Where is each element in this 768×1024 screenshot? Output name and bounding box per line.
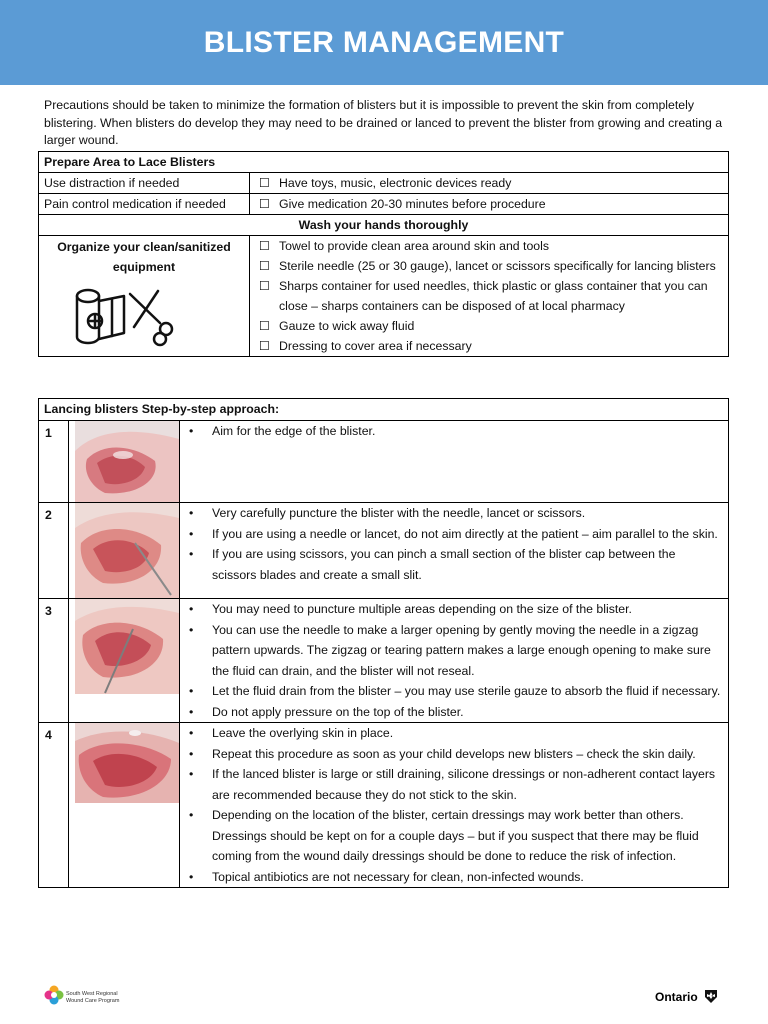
- step-bullet: • If the lanced blister is large or still draining, silicone dressings or non-adherent contact layers are recommended because they do not stick to the skin.: [185, 764, 723, 805]
- step-row: [39, 599, 729, 723]
- trillium-icon: [703, 988, 719, 1004]
- page-title: BLISTER MANAGEMENT: [203, 26, 565, 59]
- wash-hands-heading: Wash your hands thoroughly: [39, 215, 729, 236]
- step-bullet: • Depending on the location of the blister, certain dressings may work better than others. Dressings should be kept on for a couple days – but if you suspect that there may be fluid coming from the wound daily dressings should be done to reduce the risk of infection.: [185, 805, 723, 867]
- checklist-item: ☐ Dressing to cover area if necessary: [255, 336, 723, 356]
- checkbox-icon[interactable]: ☐: [259, 259, 271, 273]
- checklist-item: ☐ Sterile needle (25 or 30 gauge), lancet or scissors specifically for lancing blisters: [255, 256, 723, 276]
- step-number: 1: [39, 420, 69, 503]
- step-bullet: • Leave the overlying skin in place.: [185, 723, 723, 744]
- prepare-row-item: [250, 173, 729, 194]
- step-bullet: • Very carefully puncture the blister with the needle, lancet or scissors.: [185, 503, 723, 524]
- step-row: [39, 420, 729, 503]
- blister-puncture-photo: [75, 503, 179, 598]
- step-instructions: [180, 723, 729, 888]
- intro-paragraph: Precautions should be taken to minimize the formation of blisters but it is impossible to prevent the skin from completely blistering. When blisters do develop they may need to be drained or lanced to prevent the blister from growing and creating a larger wound.: [44, 98, 723, 147]
- step-bullet: • You may need to puncture multiple areas depending on the size of the blister.: [185, 599, 723, 620]
- step-bullet: • If you are using scissors, you can pinch a small section of the blister cap between the scissors blades and create a small slit.: [185, 544, 723, 585]
- blister-zigzag-photo: [75, 599, 179, 694]
- prepare-row-label: Pain control medication if needed: [39, 194, 250, 215]
- step-instructions: [180, 420, 729, 503]
- prepare-table: [38, 151, 729, 357]
- checklist-item: ☐ Sharps container for used needles, thick plastic or glass container that you can close – sharps containers can be disposed of at local pharmacy: [255, 276, 723, 316]
- checkbox-icon[interactable]: ☐: [259, 176, 271, 190]
- blister-photo: [75, 421, 179, 502]
- prepare-row-item: [250, 194, 729, 215]
- checkbox-icon[interactable]: ☐: [259, 339, 271, 353]
- lanced-blister-photo: [75, 723, 179, 803]
- ontario-wordmark: Ontario: [655, 990, 698, 1004]
- program-name: South West Regional Wound Care Program: [66, 991, 120, 1004]
- prepare-row: [39, 173, 729, 194]
- step-bullet: • Topical antibiotics are not necessary for clean, non-infected wounds.: [185, 867, 723, 888]
- checklist-text: Give medication 20-30 minutes before procedure: [279, 197, 546, 211]
- bandage-scissors-icon: [72, 287, 184, 349]
- checklist-item: ☐ Gauze to wick away fluid: [255, 316, 723, 336]
- step-bullet: • Let the fluid drain from the blister – you may use sterile gauze to absorb the fluid if necessary.: [185, 681, 723, 702]
- checkbox-icon[interactable]: ☐: [259, 239, 271, 253]
- step-number: 3: [39, 599, 69, 723]
- checkbox-icon[interactable]: ☐: [259, 279, 271, 293]
- step-bullet: • If you are using a needle or lancet, do not aim directly at the patient – aim parallel to the skin.: [185, 524, 723, 545]
- wound-care-program-logo: [44, 985, 64, 1005]
- checklist-text: Have toys, music, electronic devices ready: [279, 176, 512, 190]
- organize-equipment-cell: [39, 236, 250, 357]
- step-bullet: • Aim for the edge of the blister.: [185, 421, 723, 442]
- step-instructions: [180, 599, 729, 723]
- step-bullet: • You can use the needle to make a larger opening by gently moving the needle in a zigzag pattern upwards. The zigzag or tearing pattern makes a large enough opening to make sure the fluid can drain, and the blister will not reseal.: [185, 620, 723, 682]
- checklist-item: ☐ Towel to provide clean area around skin and tools: [255, 236, 723, 256]
- checkbox-icon[interactable]: ☐: [259, 197, 271, 211]
- step-row: [39, 723, 729, 888]
- step-row: [39, 503, 729, 599]
- step-instructions: [180, 503, 729, 599]
- prepare-row: [39, 194, 729, 215]
- step-bullet: • Do not apply pressure on the top of the blister.: [185, 702, 723, 723]
- prepare-heading: Prepare Area to Lace Blisters: [39, 152, 729, 173]
- steps-table: [38, 398, 729, 888]
- organize-equipment-label: Organize your clean/sanitized equipment: [57, 240, 231, 274]
- checkbox-icon[interactable]: ☐: [259, 319, 271, 333]
- step-number: 4: [39, 723, 69, 888]
- prepare-row-label: Use distraction if needed: [39, 173, 250, 194]
- steps-heading: Lancing blisters Step-by-step approach:: [39, 399, 729, 421]
- step-bullet: • Repeat this procedure as soon as your child develops new blisters – check the skin daily.: [185, 744, 723, 765]
- header-banner: [0, 0, 768, 85]
- equipment-checklist: [250, 236, 729, 357]
- step-number: 2: [39, 503, 69, 599]
